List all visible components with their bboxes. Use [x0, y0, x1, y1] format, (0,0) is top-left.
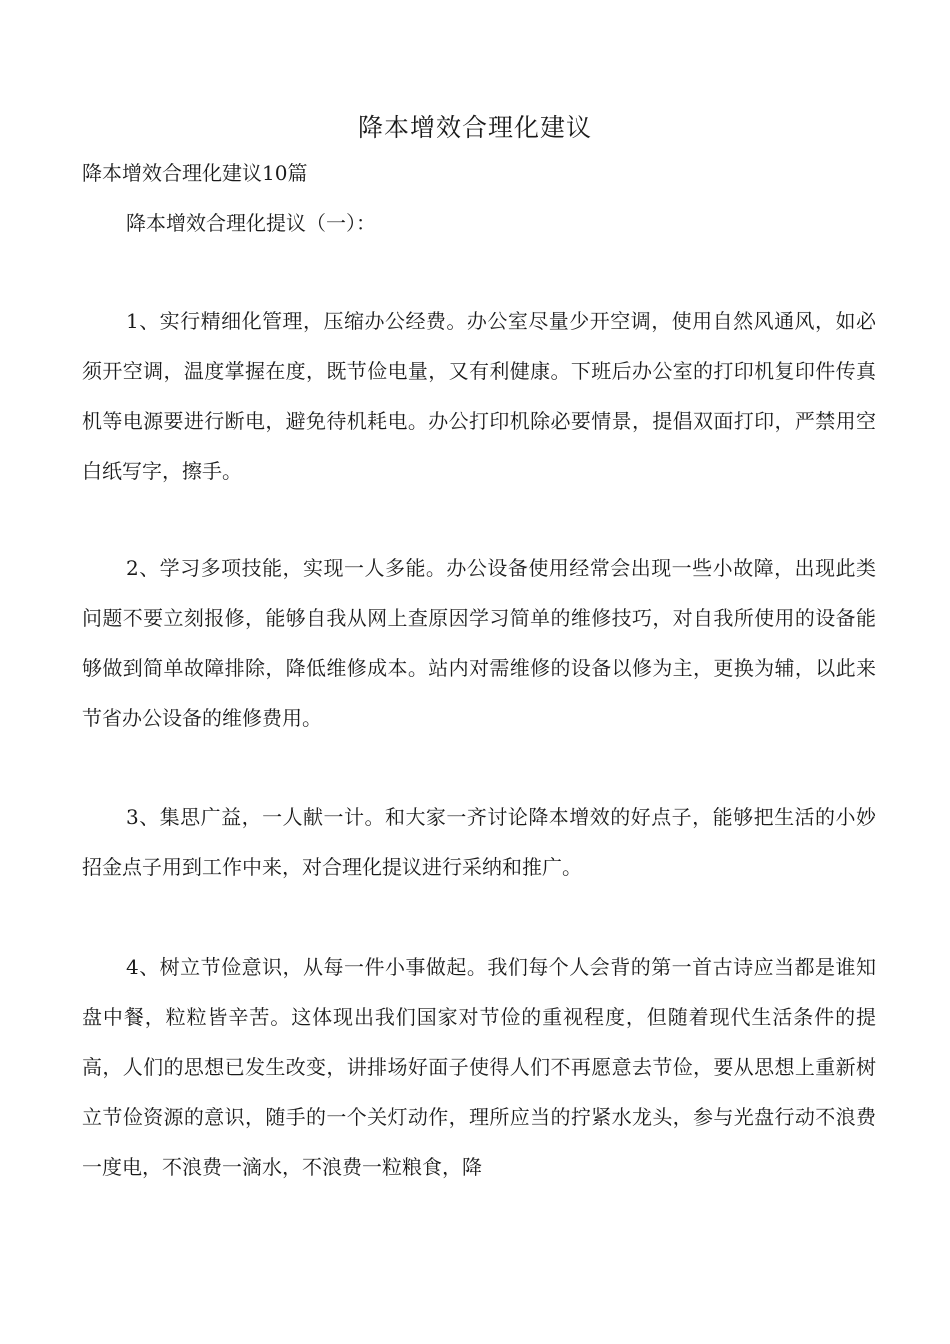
paragraph-2: 2、学习多项技能，实现一人多能。办公设备使用经常会出现一些小故障，出现此类问题不要立刻报修，能够自我从网上查原因学习简单的维修技巧，对自我所使用的设备能够做到简单故障排除，降低维修成本。站内对需维修的设备以修为主，更换为辅，以此来节省办公设备的维修费用。: [82, 556, 876, 730]
paragraph-1: 1、实行精细化管理，压缩办公经费。办公室尽量少开空调，使用自然风通风，如必须开空调，温度掌握在度，既节俭电量，又有利健康。下班后办公室的打印机复印件传真机等电源要进行断电，避免待机耗电。办公打印机除必要情景，提倡双面打印，严禁用空白纸写字，擦手。: [82, 309, 876, 483]
page-title: 降本增效合理化建议: [357, 113, 592, 142]
paragraph-3: 3、集思广益，一人献一计。和大家一齐讨论降本增效的好点子，能够把生活的小妙招金点子用到工作中来，对合理化提议进行采纳和推广。: [82, 805, 876, 879]
paragraph-4: 4、树立节俭意识，从每一件小事做起。我们每个人会背的第一首古诗应当都是谁知盘中餐，粒粒皆辛苦。这体现出我们国家对节俭的重视程度，但随着现代生活条件的提高，人们的思想已发生改变，讲排场好面子使得人们不再愿意去节俭，要从思想上重新树立节俭资源的意识，随手的一个关灯动作，理所应当的拧紧水龙头，参与光盘行动不浪费一度电，不浪费一滴水，不浪费一粒粮食，降: [82, 955, 876, 1179]
document-subtitle: 降本增效合理化建议10篇: [82, 161, 308, 185]
section-heading: 降本增效合理化提议（一）：: [126, 211, 376, 235]
